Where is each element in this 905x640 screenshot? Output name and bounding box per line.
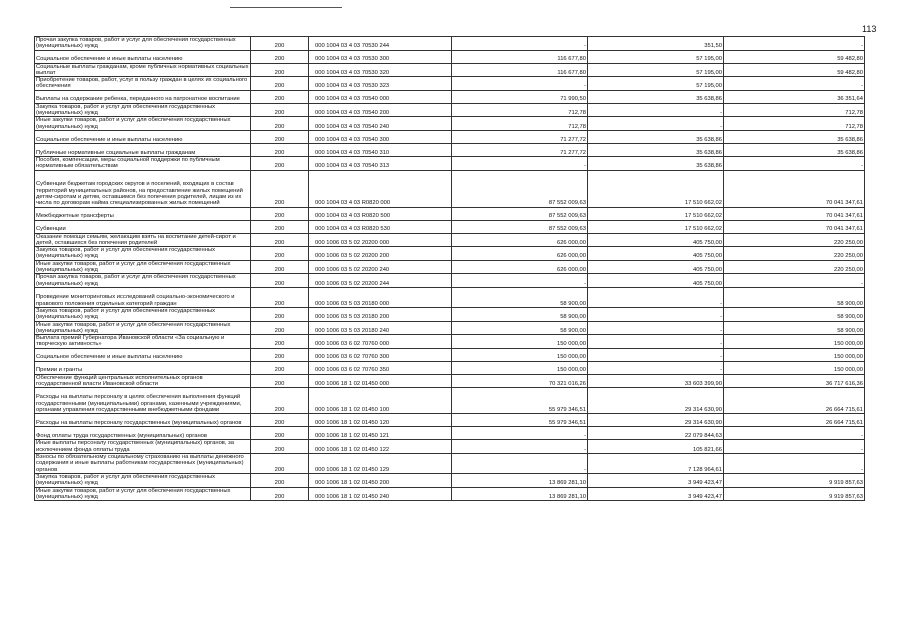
row-executed: 17 510 662,02 [588,207,724,220]
row-name: Прочая закупка товаров, работ и услуг для обеспечения государственных (муниципальных) нужд [35,274,251,288]
row-executed: 17 510 662,02 [588,220,724,233]
row-remaining: - [724,156,865,170]
row-approved: 626 000,00 [452,260,588,274]
row-approved: 58 900,00 [452,307,588,321]
row-name: Фонд оплаты труда государственных (муниципальных) органов [35,427,251,440]
row-executed: 351,50 [588,37,724,51]
row-executed: 3 949 423,47 [588,487,724,501]
row-name: Проведение мониторинговых исследований социально-экономического и правового положения отдельных категорий граждан [35,287,251,307]
row-name: Социальное обеспечение и иные выплаты населению [35,130,251,143]
row-approved: 712,78 [452,117,588,131]
row-approved: - [452,453,588,473]
table-row [35,233,865,247]
row-name: Взносы по обязательному социальному страхованию на выплаты денежного содержания и иные выплаты работникам государственных (муниципальных) органов [35,453,251,473]
row-budget-code: 000 1004 03 4 03 R0820 530 [309,220,452,233]
row-approved: 626 000,00 [452,233,588,247]
table-row [35,487,865,501]
row-line-code: 200 [251,414,309,427]
row-budget-code: 000 1006 03 5 03 20180 240 [309,321,452,335]
row-budget-code: 000 1006 18 1 02 01450 200 [309,473,452,487]
row-name: Закупка товаров, работ и услуг для обеспечения государственных (муниципальных) нужд [35,473,251,487]
row-budget-code: 000 1006 18 1 02 01450 000 [309,374,452,388]
row-executed: 35 638,86 [588,156,724,170]
row-remaining: 220 250,00 [724,260,865,274]
row-approved: 71 277,72 [452,130,588,143]
row-executed: - [588,307,724,321]
row-approved: 116 677,80 [452,63,588,77]
row-budget-code: 000 1006 03 6 02 70760 300 [309,348,452,361]
row-budget-code: 000 1004 03 4 03 70540 300 [309,130,452,143]
row-budget-code: 000 1006 03 5 02 20200 240 [309,260,452,274]
row-executed: 405 750,00 [588,233,724,247]
row-executed: - [588,361,724,374]
row-remaining: 9 919 857,63 [724,473,865,487]
budget-table [34,36,865,501]
row-line-code: 200 [251,170,309,207]
table-row [35,321,865,335]
row-line-code: 200 [251,487,309,501]
row-line-code: 200 [251,220,309,233]
row-line-code: 200 [251,103,309,117]
row-approved: 87 552 009,63 [452,207,588,220]
row-executed: 405 750,00 [588,247,724,261]
table-row [35,117,865,131]
row-line-code: 200 [251,427,309,440]
row-line-code: 200 [251,374,309,388]
row-remaining: 26 664 715,61 [724,414,865,427]
row-line-code: 200 [251,287,309,307]
table-row [35,307,865,321]
row-executed: - [588,287,724,307]
row-approved: 116 677,80 [452,50,588,63]
row-budget-code: 000 1006 18 1 02 01450 121 [309,427,452,440]
row-name: Выплаты на содержание ребенка, переданного на патронатное воспитание [35,90,251,103]
row-remaining: 26 664 715,61 [724,388,865,414]
row-remaining: 220 250,00 [724,247,865,261]
row-name: Обеспечение функций центральных исполнительных органов государственной власти Ивановской области [35,374,251,388]
row-name: Иные закупки товаров, работ и услуг для обеспечения государственных (муниципальных) нужд [35,260,251,274]
row-line-code: 200 [251,348,309,361]
row-remaining: 58 900,00 [724,307,865,321]
row-executed: 405 750,00 [588,274,724,288]
table-row [35,103,865,117]
row-remaining: 220 250,00 [724,233,865,247]
row-line-code: 200 [251,117,309,131]
table-row [35,77,865,91]
budget-table-body [35,37,865,501]
row-budget-code: 000 1004 03 4 03 70530 320 [309,63,452,77]
row-name: Выплата премий Губернатора Ивановской области «За социальную и творческую активность» [35,335,251,349]
row-line-code: 200 [251,156,309,170]
table-row [35,453,865,473]
table-row [35,90,865,103]
row-budget-code: 000 1004 03 4 03 70530 300 [309,50,452,63]
table-row [35,50,865,63]
row-budget-code: 000 1006 03 6 02 70760 350 [309,361,452,374]
row-budget-code: 000 1006 18 1 02 01450 100 [309,388,452,414]
row-approved: 87 552 009,63 [452,170,588,207]
row-approved: 87 552 009,63 [452,220,588,233]
table-row [35,63,865,77]
row-remaining: 35 638,86 [724,143,865,156]
row-line-code: 200 [251,321,309,335]
row-line-code: 200 [251,63,309,77]
row-name: Закупка товаров, работ и услуг для обеспечения государственных (муниципальных) нужд [35,307,251,321]
row-remaining: 712,78 [724,117,865,131]
row-approved: 58 900,00 [452,321,588,335]
row-executed: 29 314 630,90 [588,414,724,427]
row-budget-code: 000 1006 18 1 02 01450 129 [309,453,452,473]
row-budget-code: 000 1004 03 4 03 70540 240 [309,117,452,131]
table-row [35,348,865,361]
table-row [35,440,865,454]
row-budget-code: 000 1004 03 4 03 R0820 000 [309,170,452,207]
row-name: Субвенции бюджетам городских округов и поселений, входящих в состав территорий муниципальных районов, на предоставление жилых помещений детям-сиротам и детям, оставшимся без попечения родителей, лицам из их числа по договорам найма специализированных жилых помещений [35,170,251,207]
row-executed: 7 128 964,61 [588,453,724,473]
row-name: Иные закупки товаров, работ и услуг для обеспечения государственных (муниципальных) нужд [35,117,251,131]
table-row [35,335,865,349]
row-remaining: - [724,37,865,51]
row-executed: - [588,117,724,131]
row-budget-code: 000 1004 03 4 03 R0820 500 [309,207,452,220]
row-name: Закупка товаров, работ и услуг для обеспечения государственных (муниципальных) нужд [35,247,251,261]
table-row [35,156,865,170]
row-executed: - [588,321,724,335]
row-approved: 150 000,00 [452,335,588,349]
row-approved: - [452,37,588,51]
row-remaining: 70 041 347,61 [724,170,865,207]
row-remaining: 36 717 616,36 [724,374,865,388]
row-executed: 57 195,00 [588,50,724,63]
row-executed: 405 750,00 [588,260,724,274]
row-budget-code: 000 1004 03 4 03 70540 310 [309,143,452,156]
row-line-code: 200 [251,440,309,454]
table-row [35,220,865,233]
row-name: Расходы на выплаты персоналу государственных (муниципальных) органов [35,414,251,427]
table-row [35,287,865,307]
row-name: Закупка товаров, работ и услуг для обеспечения государственных (муниципальных) нужд [35,103,251,117]
row-executed: 35 638,86 [588,90,724,103]
top-rule [230,7,342,8]
row-remaining: 150 000,00 [724,335,865,349]
row-approved: 626 000,00 [452,247,588,261]
row-name: Пособия, компенсации, меры социальной поддержки по публичным нормативным обязательствам [35,156,251,170]
row-budget-code: 000 1004 03 4 03 70530 323 [309,77,452,91]
page-number: 113 [862,24,877,34]
row-name: Прочая закупка товаров, работ и услуг для обеспечения государственных (муниципальных) нужд [35,37,251,51]
row-budget-code: 000 1004 03 4 03 70530 244 [309,37,452,51]
row-remaining: - [724,77,865,91]
row-executed: 3 949 423,47 [588,473,724,487]
row-line-code: 200 [251,233,309,247]
row-line-code: 200 [251,37,309,51]
row-remaining: - [724,440,865,454]
row-executed: - [588,103,724,117]
row-budget-code: 000 1006 18 1 02 01450 240 [309,487,452,501]
row-approved: - [452,427,588,440]
row-name: Иные выплаты персоналу государственных (муниципальных) органов, за исключением фонда оплаты труда [35,440,251,454]
row-remaining: 712,78 [724,103,865,117]
row-remaining: - [724,427,865,440]
row-executed: 35 638,86 [588,143,724,156]
row-budget-code: 000 1004 03 4 03 70540 000 [309,90,452,103]
row-name: Расходы на выплаты персоналу в целях обеспечения выполнения функций государственными (муниципальными) органами, казенными учреждениями, органами управления государственными внебюджетными фондами [35,388,251,414]
row-line-code: 200 [251,274,309,288]
row-approved: 71 277,72 [452,143,588,156]
table-row [35,260,865,274]
row-line-code: 200 [251,77,309,91]
row-approved: 150 000,00 [452,361,588,374]
row-name: Иные закупки товаров, работ и услуг для обеспечения государственных (муниципальных) нужд [35,487,251,501]
row-budget-code: 000 1004 03 4 03 70540 313 [309,156,452,170]
row-approved: 150 000,00 [452,348,588,361]
row-executed: 105 821,66 [588,440,724,454]
row-executed: 33 603 399,90 [588,374,724,388]
row-budget-code: 000 1006 03 5 03 20180 200 [309,307,452,321]
row-remaining: 59 482,80 [724,63,865,77]
row-line-code: 200 [251,90,309,103]
row-remaining: 70 041 347,61 [724,207,865,220]
row-approved: 55 979 346,51 [452,388,588,414]
row-remaining: 9 919 857,63 [724,487,865,501]
row-line-code: 200 [251,50,309,63]
row-executed: - [588,335,724,349]
table-row [35,414,865,427]
row-approved: 58 900,00 [452,287,588,307]
row-remaining: - [724,274,865,288]
row-remaining: 150 000,00 [724,361,865,374]
row-budget-code: 000 1006 03 6 02 70760 000 [309,335,452,349]
row-name: Публичные нормативные социальные выплаты гражданам [35,143,251,156]
row-remaining: 58 900,00 [724,321,865,335]
row-approved: - [452,274,588,288]
row-name: Субвенции [35,220,251,233]
row-name: Межбюджетные трансферты [35,207,251,220]
row-name: Приобретение товаров, работ, услуг в пользу граждан в целях их социального обеспечения [35,77,251,91]
row-line-code: 200 [251,453,309,473]
row-line-code: 200 [251,335,309,349]
row-line-code: 200 [251,260,309,274]
row-budget-code: 000 1006 18 1 02 01450 122 [309,440,452,454]
table-row [35,388,865,414]
row-approved: 55 979 346,51 [452,414,588,427]
row-approved: - [452,77,588,91]
table-row [35,274,865,288]
table-row [35,37,865,51]
row-approved: - [452,156,588,170]
table-row [35,170,865,207]
row-line-code: 200 [251,307,309,321]
row-name: Социальное обеспечение и иные выплаты населению [35,348,251,361]
row-executed: 29 314 630,90 [588,388,724,414]
row-approved: - [452,440,588,454]
row-remaining: 58 900,00 [724,287,865,307]
row-line-code: 200 [251,130,309,143]
table-row [35,427,865,440]
row-name: Иные закупки товаров, работ и услуг для обеспечения государственных (муниципальных) нужд [35,321,251,335]
row-line-code: 200 [251,388,309,414]
row-budget-code: 000 1006 03 5 02 20200 244 [309,274,452,288]
row-executed: - [588,348,724,361]
row-executed: 57 195,00 [588,77,724,91]
row-approved: 71 990,50 [452,90,588,103]
table-row [35,247,865,261]
row-budget-code: 000 1006 03 5 02 20200 000 [309,233,452,247]
row-approved: 712,78 [452,103,588,117]
row-executed: 35 638,86 [588,130,724,143]
row-remaining: 59 482,80 [724,50,865,63]
row-name: Социальное обеспечение и иные выплаты населению [35,50,251,63]
row-line-code: 200 [251,247,309,261]
row-line-code: 200 [251,143,309,156]
row-line-code: 200 [251,473,309,487]
row-name: Премии и гранты [35,361,251,374]
row-name: Социальные выплаты гражданам, кроме публичных нормативных социальных выплат [35,63,251,77]
row-remaining: 35 638,86 [724,130,865,143]
table-row [35,143,865,156]
row-name: Оказание помощи семьям, желающим взять на воспитание детей-сирот и детей, оставшихся без попечения родителей [35,233,251,247]
table-row [35,130,865,143]
row-approved: 70 321 016,26 [452,374,588,388]
table-row [35,374,865,388]
row-executed: 17 510 662,02 [588,170,724,207]
row-approved: 13 869 281,10 [452,487,588,501]
row-approved: 13 869 281,10 [452,473,588,487]
row-line-code: 200 [251,207,309,220]
row-executed: 22 079 844,63 [588,427,724,440]
row-remaining: 150 000,00 [724,348,865,361]
row-remaining: - [724,453,865,473]
row-executed: 57 195,00 [588,63,724,77]
table-row [35,207,865,220]
row-budget-code: 000 1006 03 5 02 20200 200 [309,247,452,261]
table-row [35,361,865,374]
row-line-code: 200 [251,361,309,374]
row-budget-code: 000 1006 18 1 02 01450 120 [309,414,452,427]
row-remaining: 36 351,64 [724,90,865,103]
row-budget-code: 000 1006 03 5 03 20180 000 [309,287,452,307]
row-budget-code: 000 1004 03 4 03 70540 200 [309,103,452,117]
table-row [35,473,865,487]
row-remaining: 70 041 347,61 [724,220,865,233]
